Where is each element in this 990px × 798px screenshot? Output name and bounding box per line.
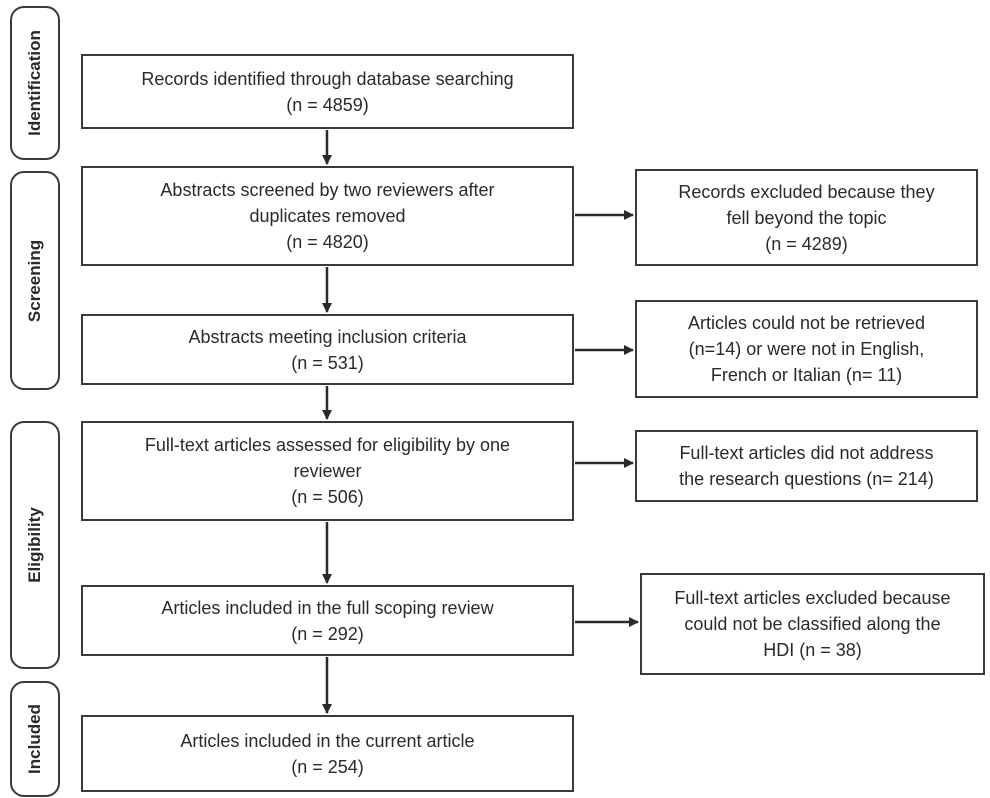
box-text-line: Abstracts meeting inclusion criteria bbox=[188, 326, 467, 347]
box-text-line: Full-text articles did not address bbox=[679, 443, 934, 463]
box-text-line: the research questions (n= 214) bbox=[679, 469, 934, 489]
box-text-line: (n = 4289) bbox=[765, 233, 848, 254]
stage-screening-label: Screening bbox=[25, 239, 44, 322]
box-text-line: (n = 4820) bbox=[286, 232, 369, 252]
box-text-line: (n = 292) bbox=[291, 623, 364, 644]
box-text-line: Articles included in the full scoping review bbox=[161, 597, 494, 618]
stage-eligibility-label: Eligibility bbox=[25, 507, 44, 583]
box-text-line: (n = 254) bbox=[291, 756, 364, 777]
box-text-line: (n=14) or were not in English, bbox=[688, 339, 925, 359]
box-text-line: duplicates removed bbox=[249, 206, 406, 226]
stage-identification-label: Identification bbox=[25, 30, 44, 136]
box-text-line: could not be classified along the bbox=[684, 614, 941, 634]
box-text-line: Full-text articles excluded because bbox=[674, 588, 951, 608]
box-text-line: Abstracts screened by two reviewers after bbox=[160, 180, 495, 200]
box-text-line: reviewer bbox=[293, 461, 362, 481]
box-text-line: Records identified through database searching bbox=[141, 68, 514, 89]
box-text-line: (n = 531) bbox=[291, 352, 364, 373]
box-text-line: (n = 506) bbox=[291, 487, 364, 507]
box-text-line: French or Italian (n= 11) bbox=[710, 365, 903, 385]
box-text-line: Articles included in the current article bbox=[180, 730, 475, 751]
box-text-line: Records excluded because they bbox=[678, 181, 935, 202]
stage-included-label: Included bbox=[25, 704, 44, 774]
box-text-line: HDI (n = 38) bbox=[763, 640, 862, 660]
box-text-line: fell beyond the topic bbox=[726, 207, 887, 228]
box-text-line: Articles could not be retrieved bbox=[687, 313, 926, 333]
box-text-line: (n = 4859) bbox=[286, 94, 369, 115]
box-text-line: Full-text articles assessed for eligibility by one bbox=[144, 435, 511, 455]
